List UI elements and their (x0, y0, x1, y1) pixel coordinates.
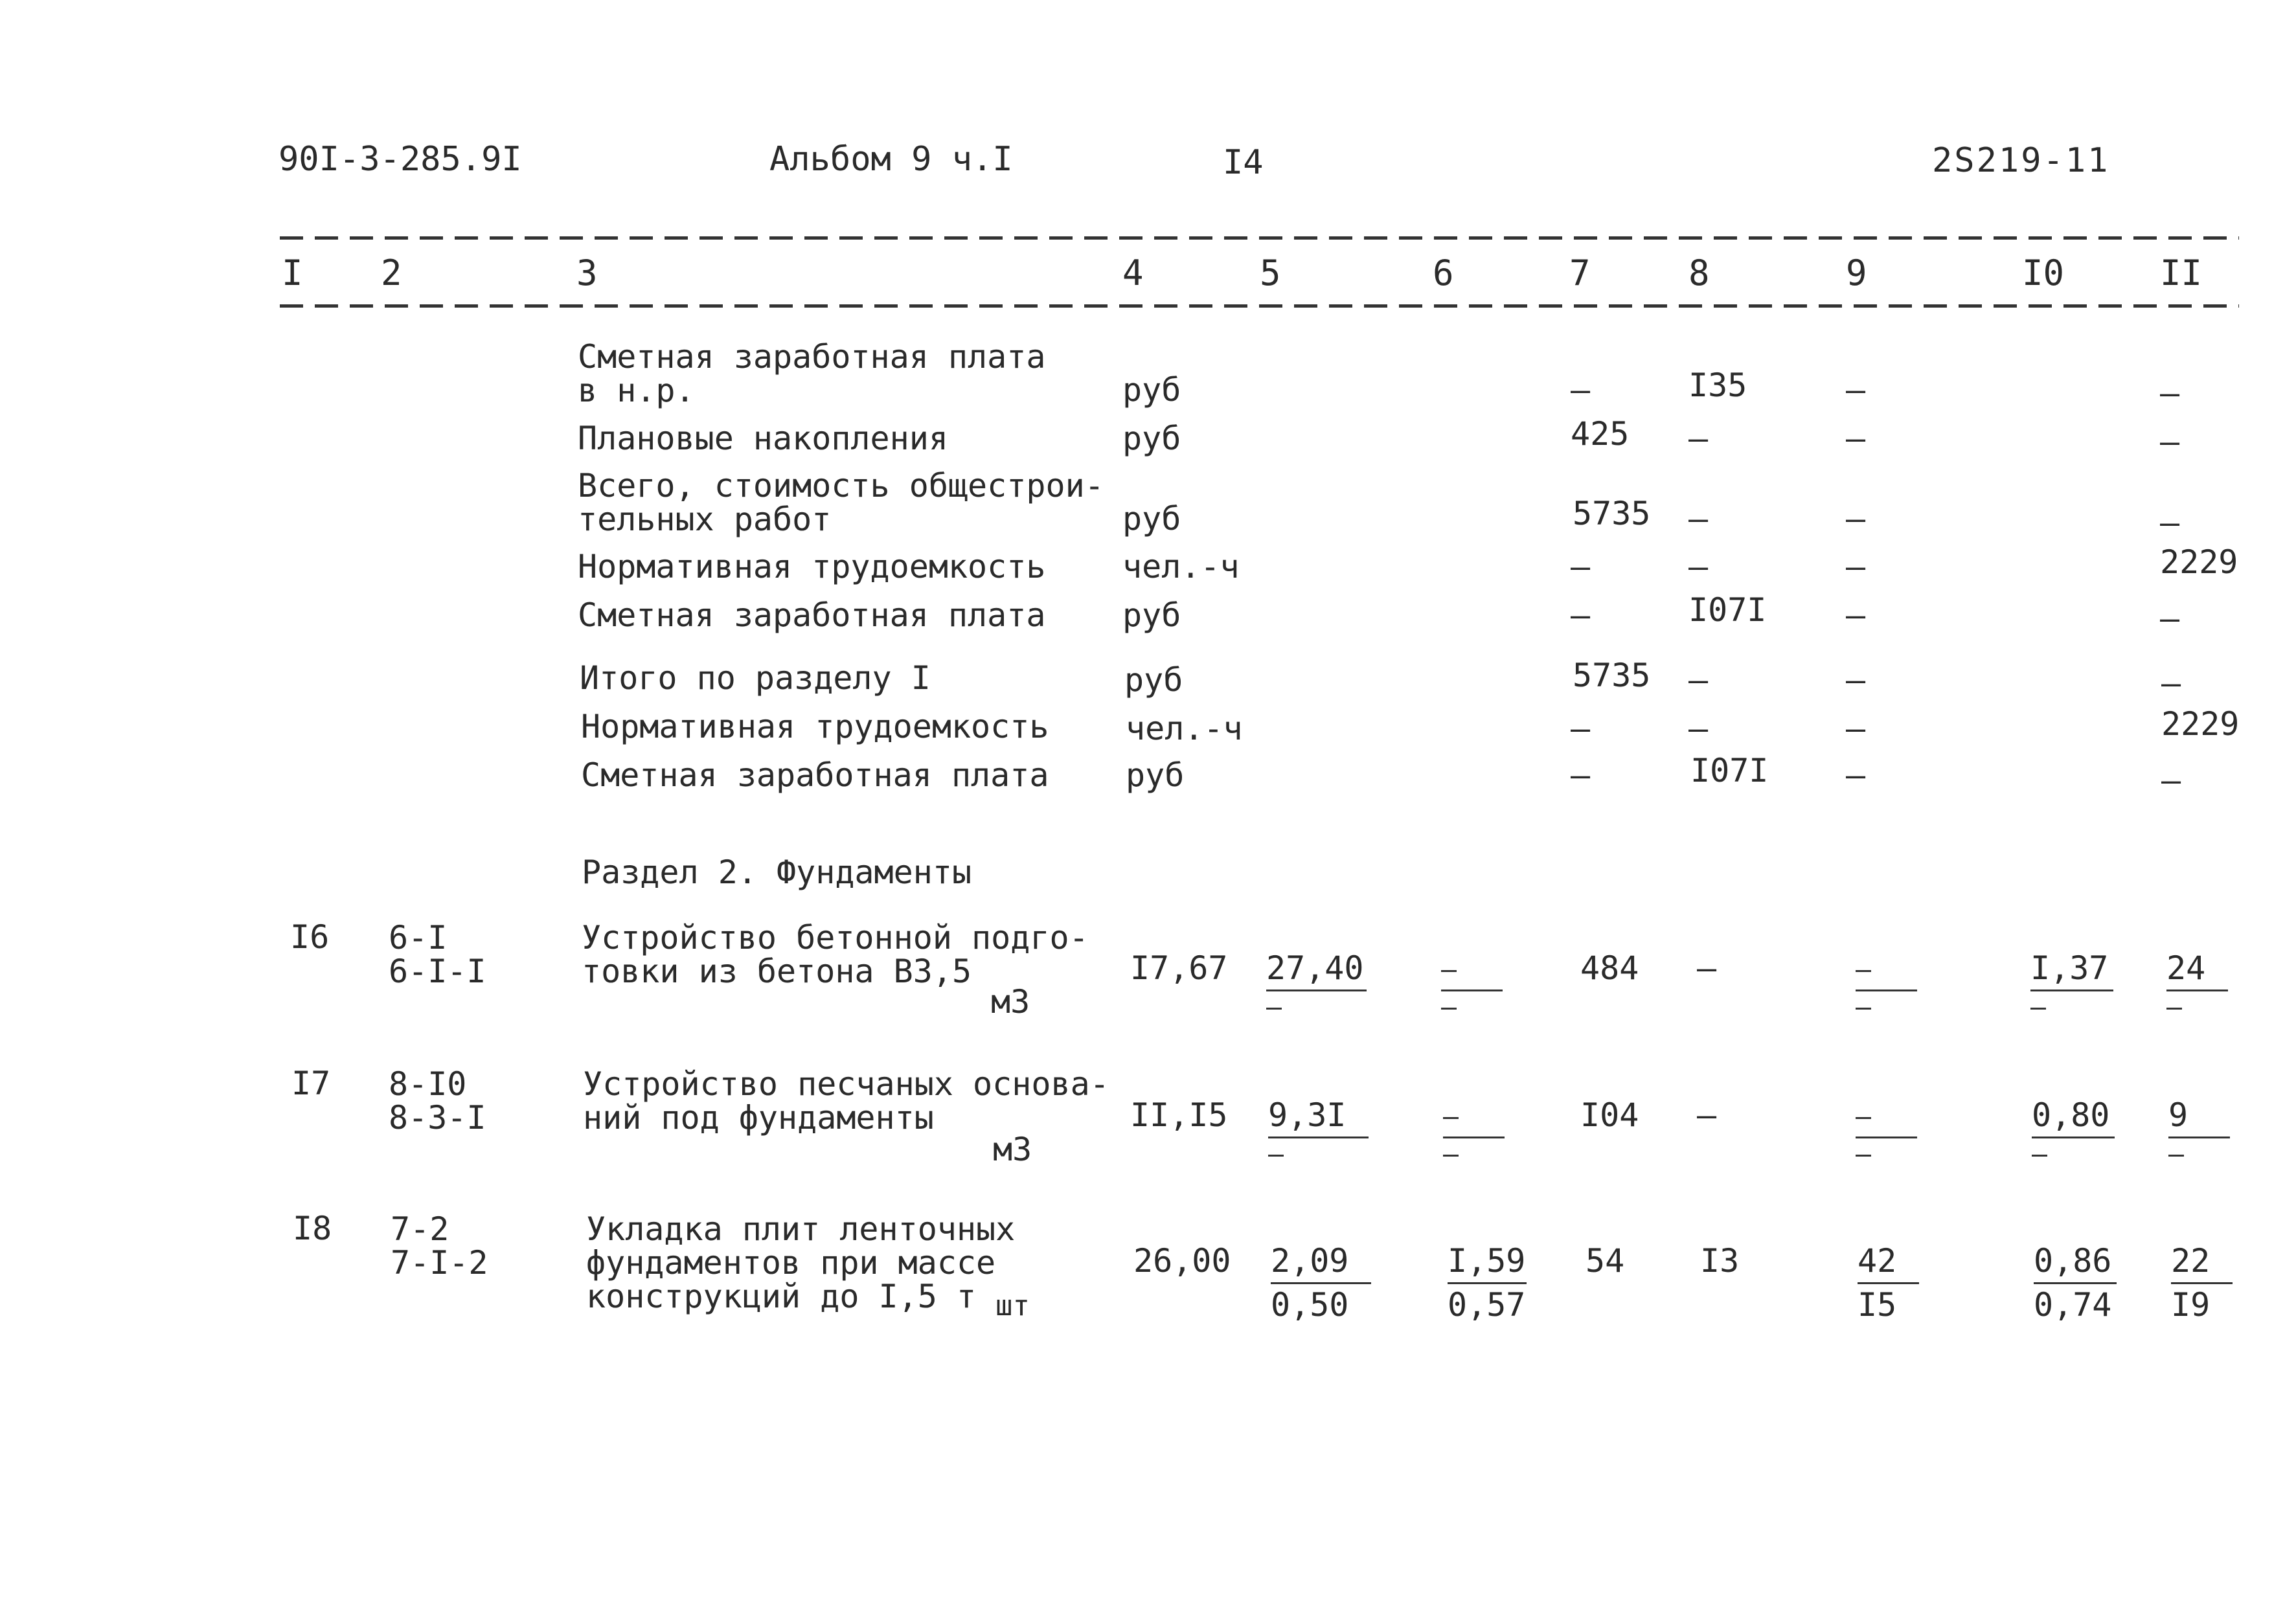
col11-value: 22 (2171, 1242, 2211, 1280)
row-col7: – (1571, 756, 1591, 794)
section-title: Раздел 2. Фундаменты (582, 854, 972, 891)
col10-value: 0,86 (2034, 1242, 2112, 1280)
row-col8: I07I (1688, 591, 1767, 629)
row-col11: – (2160, 374, 2180, 412)
dash-mark (2166, 1008, 2182, 1010)
col9-lower-value: I5 (1858, 1286, 1897, 1324)
col5-value: 2,09 (1271, 1242, 1349, 1280)
fraction-line (2171, 1282, 2233, 1284)
col-header-9: 9 (1846, 253, 1867, 293)
header-bottom-rule (280, 304, 2239, 308)
row-col9: – (1846, 371, 1866, 409)
row-col8: I35 (1688, 367, 1747, 404)
row-col11: – (2160, 423, 2180, 460)
fraction-line (1858, 1282, 1919, 1284)
fraction-line (1443, 1137, 1505, 1138)
item-col8: – (1697, 1096, 1717, 1134)
item-col8: I3 (1700, 1242, 1740, 1280)
fraction-line (2166, 990, 2228, 991)
row-name: Сметная заработная плата (581, 756, 1049, 794)
row-col7: 5735 (1573, 495, 1651, 532)
row-col9: – (1846, 548, 1866, 585)
row-name: Итого по разделу I (580, 659, 931, 697)
row-col7: – (1571, 710, 1591, 747)
col10-lower-value: 0,74 (2034, 1286, 2112, 1324)
item-unit: м3 (991, 983, 1030, 1021)
dash-mark (2032, 1155, 2047, 1157)
fraction-line (1856, 990, 1917, 991)
archive-number: 2S219-11 (1932, 141, 2110, 180)
item-number: I6 (290, 918, 330, 956)
item-name: Устройство бетонной подго- товки из бетона В3,5 (582, 919, 1089, 990)
row-unit: руб (1122, 420, 1181, 457)
item-name: Укладка плит ленточных фундаментов при массе конструкций до I,5 т (586, 1210, 1016, 1315)
row-col7: 5735 (1573, 657, 1651, 694)
dash-mark (1441, 970, 1457, 972)
album-label: Альбом 9 ч.I (769, 140, 1013, 179)
col-header-7: 7 (1569, 253, 1591, 293)
row-col7: – (1571, 371, 1591, 409)
row-unit: руб (1124, 661, 1183, 699)
dash-mark (2030, 1008, 2046, 1010)
header-top-rule (280, 236, 2239, 240)
item-quantity: 26,00 (1133, 1242, 1231, 1280)
col-header-11: II (2160, 253, 2203, 293)
col11-value: 9 (2168, 1096, 2188, 1134)
dash-mark (1856, 1008, 1871, 1010)
row-col11: – (2161, 762, 2181, 799)
row-col11: 2229 (2160, 543, 2238, 581)
col-header-5: 5 (1260, 253, 1281, 293)
item-col7: 484 (1580, 949, 1639, 987)
row-unit: чел.-ч (1122, 548, 1240, 585)
col5-lower-value: 0,50 (1271, 1286, 1349, 1324)
row-col9: – (1846, 420, 1866, 457)
fraction-line (1266, 990, 1367, 991)
col-header-2: 2 (381, 253, 402, 293)
fraction-line (2032, 1137, 2115, 1138)
row-name: Плановые накопления (578, 420, 948, 457)
fraction-line (2030, 990, 2113, 991)
dash-mark (1443, 1117, 1459, 1119)
item-col7: I04 (1580, 1096, 1639, 1134)
fraction-line (1448, 1282, 1527, 1284)
col6-lower-value: 0,57 (1448, 1286, 1526, 1324)
row-unit: руб (1122, 596, 1181, 634)
item-quantity: II,I5 (1130, 1096, 1228, 1134)
item-col7: 54 (1586, 1242, 1625, 1280)
row-col8: – (1688, 548, 1709, 585)
row-col8: I07I (1690, 752, 1769, 789)
fraction-line (2168, 1137, 2230, 1138)
col11-lower-value: I9 (2171, 1286, 2211, 1324)
fraction-line (1268, 1137, 1369, 1138)
row-name: Сметная заработная плата в н.р. (578, 338, 1046, 409)
row-name: Всего, стоимость общестрои- тельных работ (578, 467, 1104, 538)
dash-mark (1443, 1155, 1459, 1157)
row-col9: – (1846, 500, 1866, 537)
fraction-line (1856, 1137, 1917, 1138)
row-col9: – (1846, 756, 1866, 794)
row-col7: 425 (1571, 415, 1630, 453)
row-col11: – (2160, 504, 2180, 541)
item-col8: – (1697, 949, 1717, 987)
dash-mark (1856, 1117, 1871, 1119)
item-code: 7-2 7-I-2 (391, 1210, 488, 1282)
dash-mark (1268, 1155, 1284, 1157)
row-name: Нормативная трудоемкость (578, 548, 1046, 585)
row-col8: – (1688, 661, 1709, 699)
item-unit: шт (995, 1289, 1030, 1322)
row-unit: руб (1122, 500, 1181, 537)
col10-value: 0,80 (2032, 1096, 2110, 1134)
dash-mark (1266, 1008, 1282, 1010)
row-col9: – (1846, 596, 1866, 634)
row-unit: руб (1122, 371, 1181, 409)
item-number: I8 (293, 1210, 332, 1247)
fraction-line (1271, 1282, 1371, 1284)
page-number: I4 (1223, 143, 1264, 182)
row-col9: – (1846, 710, 1866, 747)
col10-value: I,37 (2030, 949, 2109, 987)
col11-value: 24 (2166, 949, 2206, 987)
item-code: 8-I0 8-3-I (389, 1065, 486, 1137)
row-unit: руб (1126, 756, 1185, 794)
item-name: Устройство песчаных основа- ний под фундаменты (583, 1065, 1109, 1137)
row-col7: – (1571, 596, 1591, 634)
row-col9: – (1846, 661, 1866, 699)
row-col8: – (1688, 500, 1709, 537)
col-header-8: 8 (1688, 253, 1710, 293)
col-header-1: I (282, 253, 303, 293)
col-header-6: 6 (1433, 253, 1454, 293)
row-col8: – (1688, 420, 1709, 457)
row-col11: – (2160, 600, 2180, 637)
row-name: Сметная заработная плата (578, 596, 1046, 634)
fraction-line (2034, 1282, 2117, 1284)
item-quantity: I7,67 (1130, 949, 1228, 987)
col9-value: 42 (1858, 1242, 1897, 1280)
fraction-line (1441, 990, 1503, 991)
col5-value: 27,40 (1266, 949, 1364, 987)
item-number: I7 (291, 1065, 331, 1102)
col6-value: I,59 (1448, 1242, 1526, 1280)
col-header-4: 4 (1122, 253, 1144, 293)
item-unit: м3 (993, 1131, 1032, 1168)
row-col11: 2229 (2161, 705, 2240, 743)
document-code: 90I-3-285.9I (278, 140, 522, 179)
col-header-3: 3 (576, 253, 598, 293)
row-unit: чел.-ч (1126, 710, 1243, 747)
dash-mark (1856, 970, 1871, 972)
row-col8: – (1688, 710, 1709, 747)
dash-mark (1856, 1155, 1871, 1157)
row-col7: – (1571, 548, 1591, 585)
row-col11: – (2161, 664, 2181, 702)
dash-mark (2168, 1155, 2184, 1157)
item-code: 6-I 6-I-I (389, 919, 486, 990)
row-name: Нормативная трудоемкость (581, 708, 1049, 745)
dash-mark (1441, 1008, 1457, 1010)
col-header-10: I0 (2022, 253, 2065, 293)
col5-value: 9,3I (1268, 1096, 1347, 1134)
